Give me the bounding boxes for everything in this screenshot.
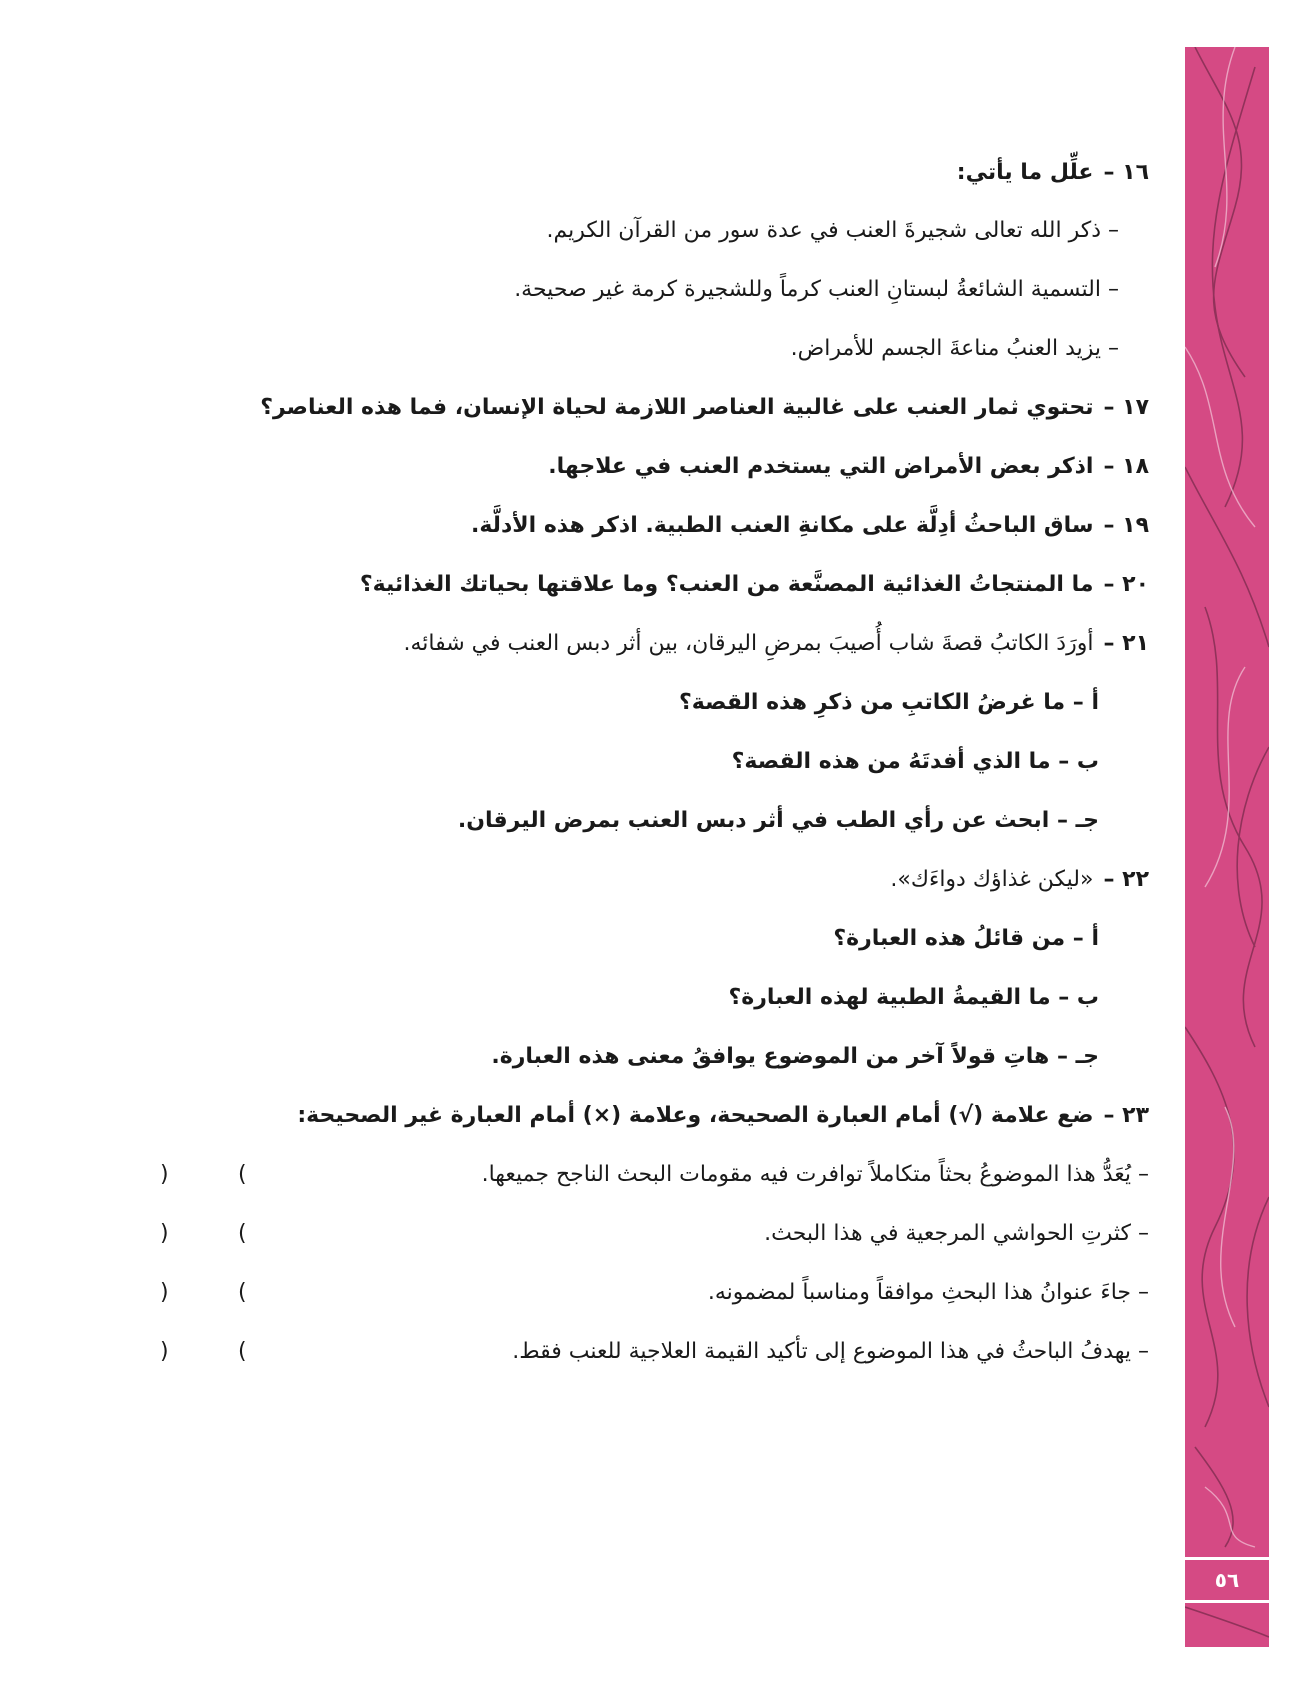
answer-bracket-close: ) bbox=[160, 1280, 169, 1305]
answer-bracket-close: ) bbox=[160, 1221, 169, 1246]
statement-item: – جاءَ عنوانُ هذا البحثِ موافقاً ومناسباً لمضمونه. bbox=[707, 1280, 1149, 1305]
question-19 bbox=[471, 510, 1149, 542]
answer-bracket-open: ( bbox=[238, 1280, 247, 1305]
sub-question: جـ – هاتِ قولاً آخر من الموضوع يوافقُ معنى هذه العبارة. bbox=[491, 1044, 1099, 1069]
sub-question: أ – ما غرضُ الكاتبِ من ذكرِ هذه القصة؟ bbox=[679, 690, 1099, 715]
statement-item: – كثرتِ الحواشي المرجعية في هذا البحث. bbox=[764, 1221, 1149, 1246]
list-item: – يزيد العنبُ مناعةَ الجسم للأمراض. bbox=[790, 336, 1119, 361]
question-text: ساق الباحثُ أدِلَّة على مكانةِ العنب الطبية. اذكر هذه الأدلَّة. bbox=[470, 513, 1094, 538]
question-18 bbox=[548, 451, 1149, 483]
question-title: ضع علامة (√) أمام العبارة الصحيحة، وعلامة (×) أمام العبارة غير الصحيحة: bbox=[297, 1103, 1094, 1128]
question-number: ٢٣ – bbox=[1103, 1103, 1149, 1128]
question-number: ١٩ – bbox=[1103, 513, 1149, 538]
question-text: اذكر بعض الأمراض التي يستخدم العنب في علاجها. bbox=[548, 454, 1094, 479]
statement-item: – يهدفُ الباحثُ في هذا الموضوع إلى تأكيد القيمة العلاجية للعنب فقط. bbox=[512, 1339, 1149, 1364]
question-number: ١٦ – bbox=[1103, 160, 1149, 185]
question-text: ما المنتجاتُ الغذائية المصنَّعة من العنب؟ وما علاقتها بحياتك الغذائية؟ bbox=[359, 572, 1094, 597]
question-number: ١٨ – bbox=[1103, 454, 1149, 479]
answer-bracket-open: ( bbox=[238, 1339, 247, 1364]
question-text: تحتوي ثمار العنب على غالبية العناصر اللازمة لحياة الإنسان، فما هذه العناصر؟ bbox=[260, 395, 1094, 420]
question-16 bbox=[957, 157, 1149, 189]
question-23 bbox=[297, 1100, 1149, 1132]
question-text: «ليكن غذاؤك دواءَك». bbox=[890, 867, 1094, 892]
question-20 bbox=[360, 569, 1149, 601]
question-number: ٢٢ – bbox=[1103, 867, 1149, 892]
answer-bracket-close: ) bbox=[160, 1339, 169, 1364]
sub-question: أ – من قائلُ هذه العبارة؟ bbox=[833, 926, 1099, 951]
list-item: – ذكر الله تعالى شجيرةَ العنب في عدة سور من القرآن الكريم. bbox=[546, 218, 1119, 243]
sub-question: جـ – ابحث عن رأي الطب في أثر دبس العنب بمرض اليرقان. bbox=[457, 808, 1099, 833]
question-title: علِّل ما يأتي: bbox=[956, 160, 1094, 185]
question-number: ٢٠ – bbox=[1103, 572, 1149, 597]
question-17 bbox=[260, 392, 1149, 424]
question-number: ١٧ – bbox=[1103, 395, 1149, 420]
answer-bracket-close: ) bbox=[160, 1162, 169, 1187]
page-number: ٥٦ bbox=[1185, 1557, 1269, 1603]
sub-question: ب – ما الذي أفدتَهُ من هذه القصة؟ bbox=[731, 749, 1099, 774]
question-21 bbox=[404, 628, 1149, 660]
question-number: ٢١ – bbox=[1103, 631, 1149, 656]
question-text: أورَدَ الكاتبُ قصةَ شاب أُصيبَ بمرضِ اليرقان، بين أثر دبس العنب في شفائه. bbox=[403, 631, 1094, 656]
answer-bracket-open: ( bbox=[238, 1162, 247, 1187]
statement-item: – يُعَدُّ هذا الموضوعُ بحثاً متكاملاً توافرت فيه مقومات البحث الناجح جميعها. bbox=[481, 1162, 1149, 1187]
question-22 bbox=[890, 864, 1149, 896]
answer-bracket-open: ( bbox=[238, 1221, 247, 1246]
list-item: – التسمية الشائعةُ لبستانِ العنب كرماً وللشجيرة كرمة غير صحيحة. bbox=[514, 277, 1119, 302]
sub-question: ب – ما القيمةُ الطبية لهذه العبارة؟ bbox=[728, 985, 1099, 1010]
